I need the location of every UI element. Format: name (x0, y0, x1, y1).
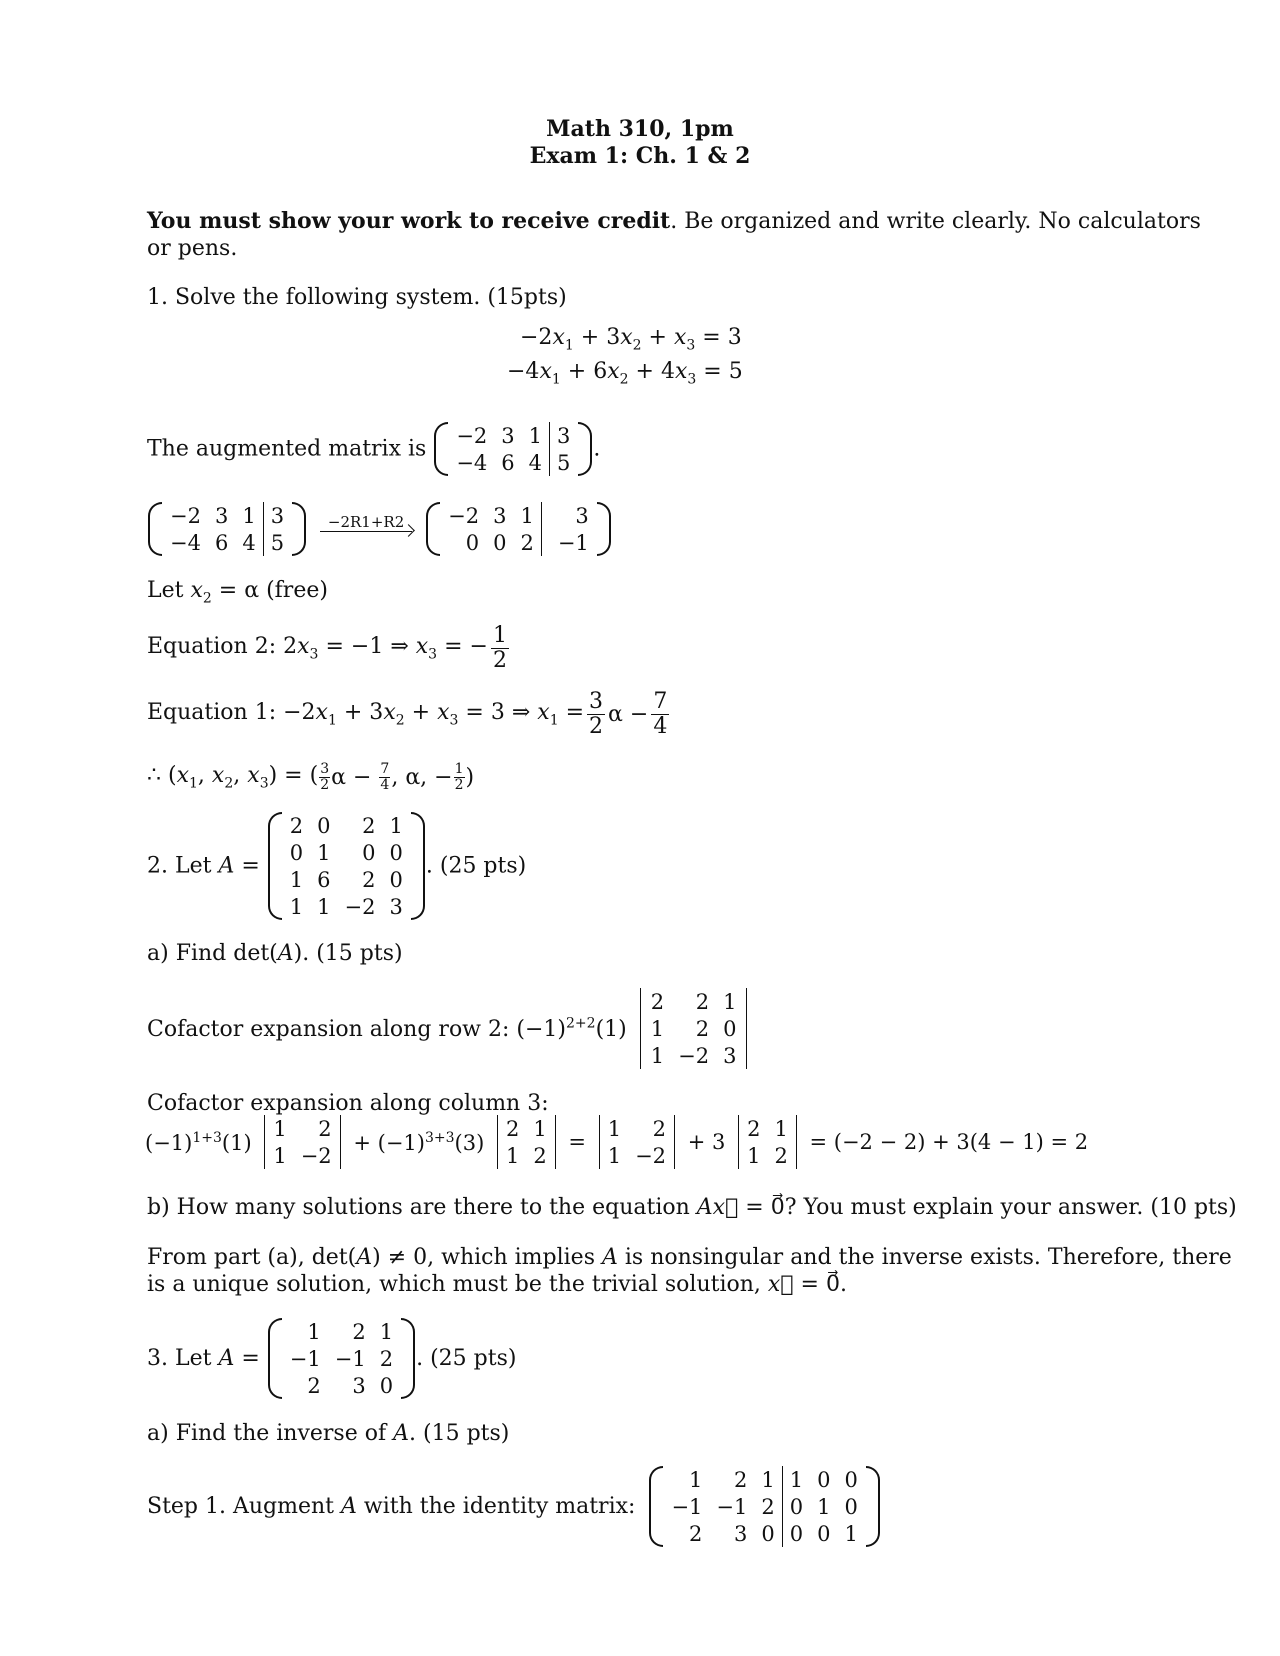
system-eq2: $-4x_1 + 6x_2 + 4x_3 = 5$ (507, 359, 743, 388)
q3-part-a: a) Find the inverse of A. (15 pts) (147, 1421, 510, 1446)
augmented-line: The augmented matrix is −2 3 1 3 −4 6 4 5 . (147, 423, 601, 475)
det-3x3: 2 2 1 1 2 0 1 −2 3 (634, 988, 754, 1069)
matrix-before: −2 3 1 3 −4 6 4 5 (147, 502, 307, 556)
row-op-label: −2R1+R2 (327, 512, 405, 531)
cofactor-col-label: Cofactor expansion along column 3: (147, 1091, 549, 1116)
exam-title: Math 310, 1pm (546, 116, 734, 142)
q2-matrix: 2 0 2 1 0 1 0 0 1 6 2 0 1 1 −2 3 (267, 812, 426, 920)
augmented-label: The augmented matrix is (147, 436, 427, 462)
equation-1-solution: Equation 1: $-2x_1 + 3x_2 + x_3 = 3$ ⇒ $x_1$ = $\frac{3}{2}$ α − $\frac{7}{4}$ (147, 689, 668, 739)
cofactor-row-expansion: Cofactor expansion along row 2: $(-1)^{2+2}(1)$ 2 2 1 1 2 0 1 −2 3 (147, 988, 753, 1069)
q3-statement: 3. Let A = 1 2 1 −1 −1 2 2 3 0 . (25 pts) (147, 1319, 517, 1398)
exam-subtitle: Exam 1: Ch. 1 & 2 (529, 143, 751, 169)
det-2x2-b: 2 1 1 2 (491, 1115, 562, 1169)
free-variable: Let $x_2 = \alpha$ (free) (147, 578, 328, 607)
q1-prompt: 1. Solve the following system. (15pts) (147, 285, 567, 310)
det-2x2-c: 1 2 1 −2 (593, 1115, 681, 1169)
q3-augmented-matrix: 1 2 1 1 0 0 −1 −1 2 0 1 0 2 3 0 0 0 1 (648, 1466, 880, 1547)
cofactor-col-expansion: $(-1)^{1+3}(1)$ 1 2 1 −2 + $(-1)^{3+3}(3)$ 2 1 1 2 = 1 2 1 −2 + 3 2 1 1 2 = (−2 − 2) + 3(4 − 1) = 2 (145, 1116, 1089, 1168)
det-2x2-d: 2 1 1 2 (732, 1115, 803, 1169)
q3-matrix: 1 2 1 −1 −1 2 2 3 0 (267, 1318, 416, 1399)
instructions (147, 208, 1201, 234)
det-result: = (−2 − 2) + 3(4 − 1) = 2 (809, 1130, 1089, 1154)
q2-part-a: a) Find det(A). (15 pts) (147, 941, 403, 966)
q3-step1: Step 1. Augment A with the identity matrix: 1 2 1 1 0 0 −1 −1 2 0 1 0 2 3 0 0 0 1 (147, 1466, 881, 1547)
q1-final-solution: ∴ ($x_1$, $x_2$, $x_3$) = ( $\frac{3}{2}$ α − $\frac{7}{4}$ , α, − $\frac{1}{2}$ ) (147, 761, 475, 793)
row-op-arrow (320, 513, 412, 546)
augmented-matrix: −2 3 1 3 −4 6 4 5 (433, 422, 593, 476)
instructions-bold: You must show your work to receive credit (147, 208, 671, 234)
matrix-after: −2 3 1 3 0 0 2 −1 (425, 502, 612, 556)
q2-answer-line1: From part (a), det(A) ≠ 0, which implies A is nonsingular and the inverse exists. Therefore, there (147, 1245, 1232, 1270)
instructions-line2: or pens. (147, 236, 238, 261)
row-reduction (147, 502, 612, 556)
q2-part-b: b) How many solutions are there to the equation Ax⃗ = 0⃗? You must explain your answer. (10 pts) (147, 1195, 1237, 1220)
q2-statement: 2. Let A = 2 0 2 1 0 1 0 0 1 6 2 0 1 1 −2 3 . (25 pts) (147, 813, 527, 919)
q2-answer-line2: is a unique solution, which must be the trivial solution, x⃗ = 0⃗. (147, 1272, 847, 1297)
instructions-rest: . Be organized and write clearly. No calculators (670, 209, 1201, 234)
det-2x2-a: 1 2 1 −2 (258, 1115, 346, 1169)
equation-2-solution: Equation 2: $2x_3 = -1$ ⇒ $x_3$ = − $\frac{1}{2}$ (147, 623, 507, 673)
system-eq1: $-2x_1 + 3x_2 + x_3 = 3$ (520, 325, 742, 354)
